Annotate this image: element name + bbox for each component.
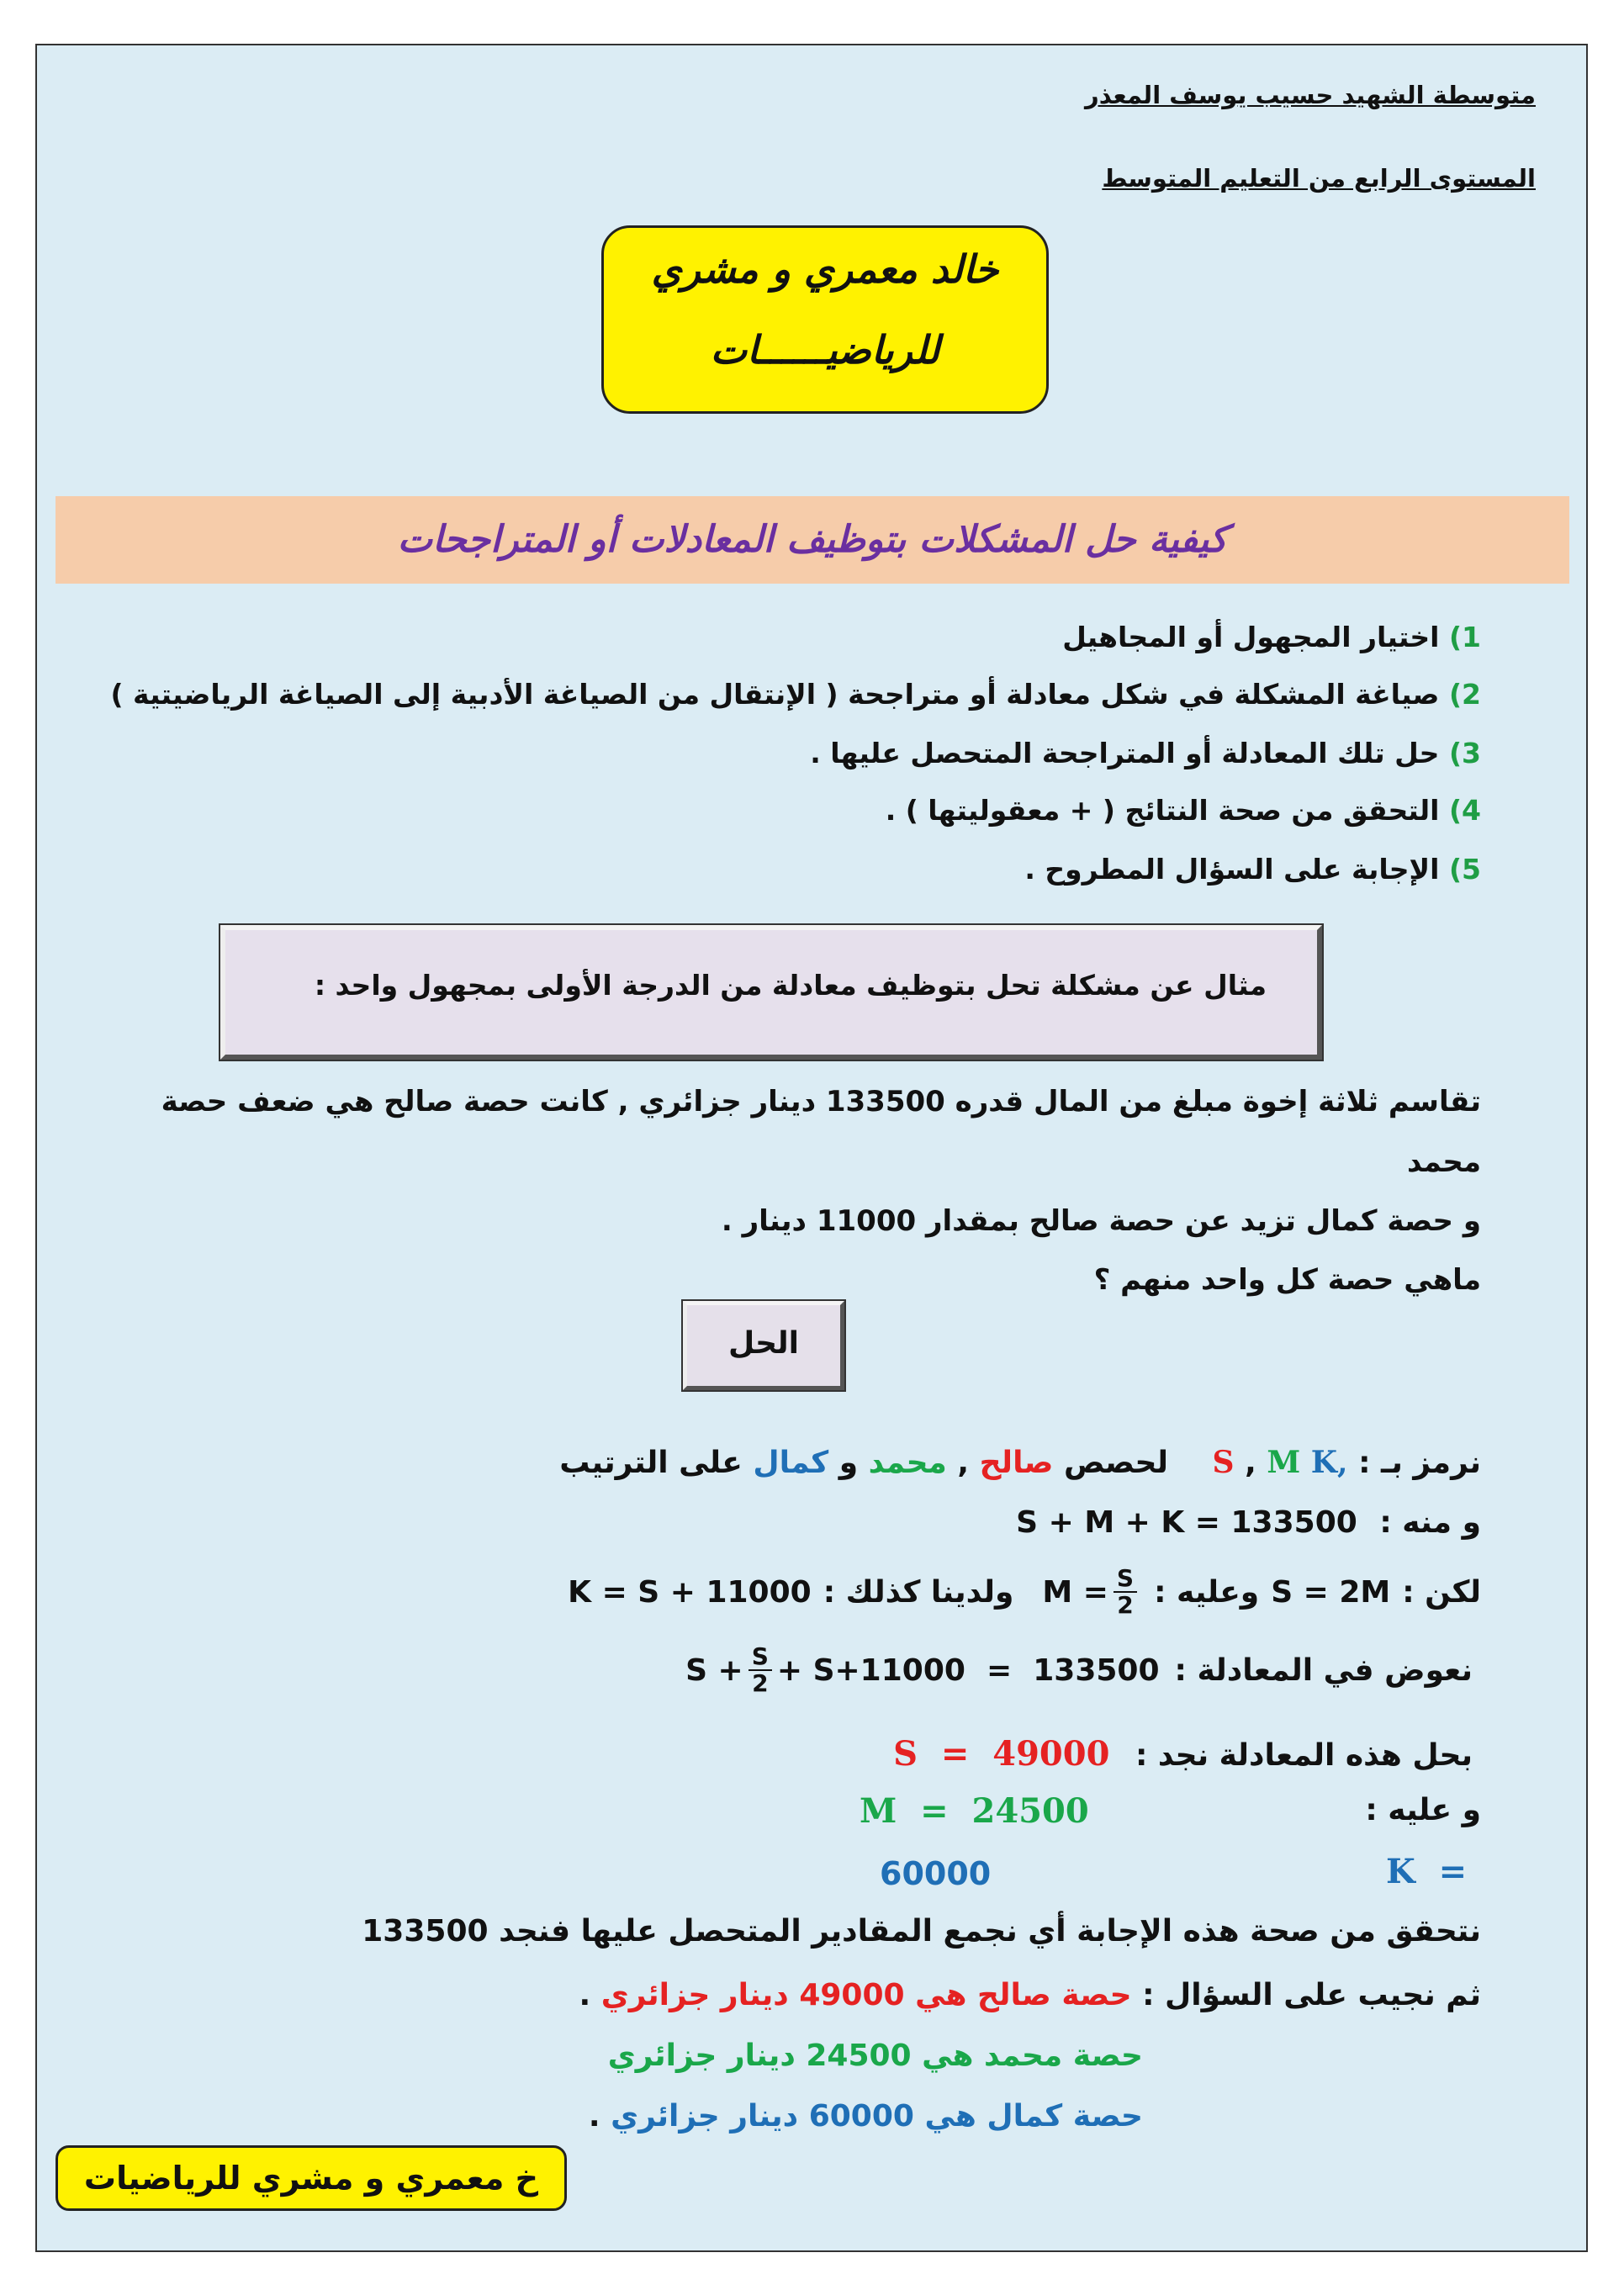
- step-text: حل تلك المعادلة أو المتراجحة المتحصل عليها .: [810, 737, 1440, 769]
- solving-label: بحل هذه المعادلة نجد :: [1135, 1738, 1473, 1773]
- fraction-denominator: 2: [1117, 1591, 1134, 1619]
- verify-line: نتحقق من صحة هذه الإجابة أي نجمع المقادير المتحصل عليها فنجد 133500: [362, 1914, 1481, 1949]
- example-title: مثال عن مشكلة تحل بتوظيف معادلة من الدرجة الأولى بمجهول واحد :: [314, 969, 1267, 1002]
- problem-line-2: محمد: [1407, 1145, 1481, 1179]
- example-box: [220, 925, 1322, 1060]
- fraction-numerator: S: [1114, 1566, 1137, 1593]
- footer-badge: خ معمري و مشري للرياضيات: [56, 2145, 567, 2211]
- answer-line-1: [579, 1978, 1481, 2012]
- title-box: [601, 225, 1049, 414]
- fraction-s-over-2: [749, 1644, 772, 1696]
- problem-line-1: تقاسم ثلاثة إخوة مبلغ من المال قدره 133500 دينار جزائري , كانت حصة صالح هي ضعف حصة: [161, 1085, 1481, 1118]
- solving-line: [893, 1734, 1473, 1774]
- name-mohamed: محمد: [868, 1446, 947, 1480]
- and-word: و: [838, 1446, 859, 1480]
- also-label: ولدينا كذلك :: [823, 1574, 1014, 1610]
- step-number: 3): [1448, 737, 1481, 769]
- notation-line: [559, 1445, 1481, 1480]
- period: .: [588, 2099, 600, 2134]
- s-result: S = 49000: [893, 1734, 1110, 1774]
- step-number: 1): [1448, 621, 1481, 653]
- sub-lhs: S +: [685, 1653, 743, 1688]
- var-k: K,: [1310, 1445, 1348, 1480]
- period: .: [579, 1978, 591, 2012]
- therefore-label: و منه :: [1379, 1505, 1481, 1540]
- comma: ,: [1245, 1446, 1256, 1480]
- step-3: [810, 737, 1481, 769]
- k-equation: K = S + 11000: [568, 1574, 812, 1610]
- fraction-numerator: S: [749, 1644, 772, 1671]
- section-banner: كيفية حل المشكلات بتوظيف المعادلات أو المتراجحات: [56, 496, 1569, 584]
- substitute-line: [685, 1644, 1473, 1696]
- step-4: [886, 794, 1481, 827]
- sum-line: [1016, 1505, 1481, 1540]
- step-number: 2): [1448, 678, 1481, 711]
- school-level: المستوى الرابع من التعليم المتوسط: [1102, 164, 1536, 193]
- m-result: M = 24500: [860, 1791, 1089, 1831]
- for-shares: لحصص: [1063, 1446, 1168, 1480]
- substituted-equation: [685, 1644, 1159, 1696]
- answer-mohamed: حصة محمد هي 24500 دينار جزائري: [607, 2039, 1143, 2073]
- and-so-label: وعليه :: [1154, 1574, 1260, 1610]
- step-number: 5): [1448, 853, 1481, 886]
- var-s: S: [1212, 1445, 1235, 1480]
- answer-saleh: حصة صالح هي 49000 دينار جزائري: [600, 1978, 1132, 2012]
- title-line-2: للرياضيــــــات: [710, 327, 940, 373]
- answer-kamal: حصة كمال هي 60000 دينار جزائري: [611, 2099, 1143, 2134]
- step-5: [1024, 853, 1481, 886]
- step-1: [1062, 621, 1481, 653]
- m-eq-lhs: M =: [1042, 1574, 1108, 1610]
- answer-line-3: [589, 2099, 1143, 2134]
- k-result-var: K =: [1386, 1852, 1468, 1891]
- name-kamal: كمال: [753, 1446, 829, 1480]
- sum-equation: S + M + K = 133500: [1016, 1505, 1357, 1540]
- m-equation: [1042, 1566, 1142, 1618]
- school-name: متوسطة الشهيد حسيب يوسف المعذر: [1085, 81, 1536, 109]
- fraction-s-over-2: [1114, 1566, 1137, 1618]
- k-result-val: 60000: [880, 1855, 992, 1892]
- name-saleh: صالح: [979, 1446, 1054, 1480]
- step-text: اختيار المجهول أو المجاهيل: [1062, 621, 1440, 653]
- relations-line: [568, 1566, 1481, 1618]
- step-text: صياغة المشكلة في شكل معادلة أو متراجحة ( الإنتقال من الصياغة الأدبية إلى الصياغة الرياضيتية ): [110, 678, 1440, 711]
- substitute-label: نعوض في المعادلة :: [1174, 1653, 1473, 1688]
- step-text: الإجابة على السؤال المطروح .: [1024, 853, 1440, 886]
- solution-button[interactable]: الحل: [683, 1301, 844, 1390]
- respectively: على الترتيب: [559, 1446, 743, 1480]
- s-equation: S = 2M: [1271, 1574, 1391, 1610]
- fraction-denominator: 2: [752, 1669, 769, 1697]
- var-m: M: [1267, 1445, 1301, 1480]
- problem-line-4: ماهي حصة كل واحد منهم ؟: [1093, 1263, 1481, 1297]
- step-2: [110, 678, 1481, 711]
- sub-rest: + S+11000 = 133500: [776, 1653, 1160, 1688]
- step-text: التحقق من صحة النتائج ( + معقوليتها ) .: [885, 794, 1440, 827]
- step-number: 4): [1448, 794, 1481, 827]
- answer-prefix: ثم نجيب على السؤال :: [1142, 1978, 1481, 2012]
- title-line-1: خالد معمري و مشري: [651, 246, 999, 292]
- notation-prefix: نرمز بـ :: [1358, 1446, 1481, 1480]
- problem-line-3: و حصة كمال تزيد عن حصة صالح بمقدار 11000 دينار .: [721, 1204, 1481, 1238]
- separator: ,: [957, 1446, 970, 1480]
- but-label: لكن :: [1402, 1574, 1481, 1610]
- hence-label: و عليه :: [1365, 1793, 1481, 1827]
